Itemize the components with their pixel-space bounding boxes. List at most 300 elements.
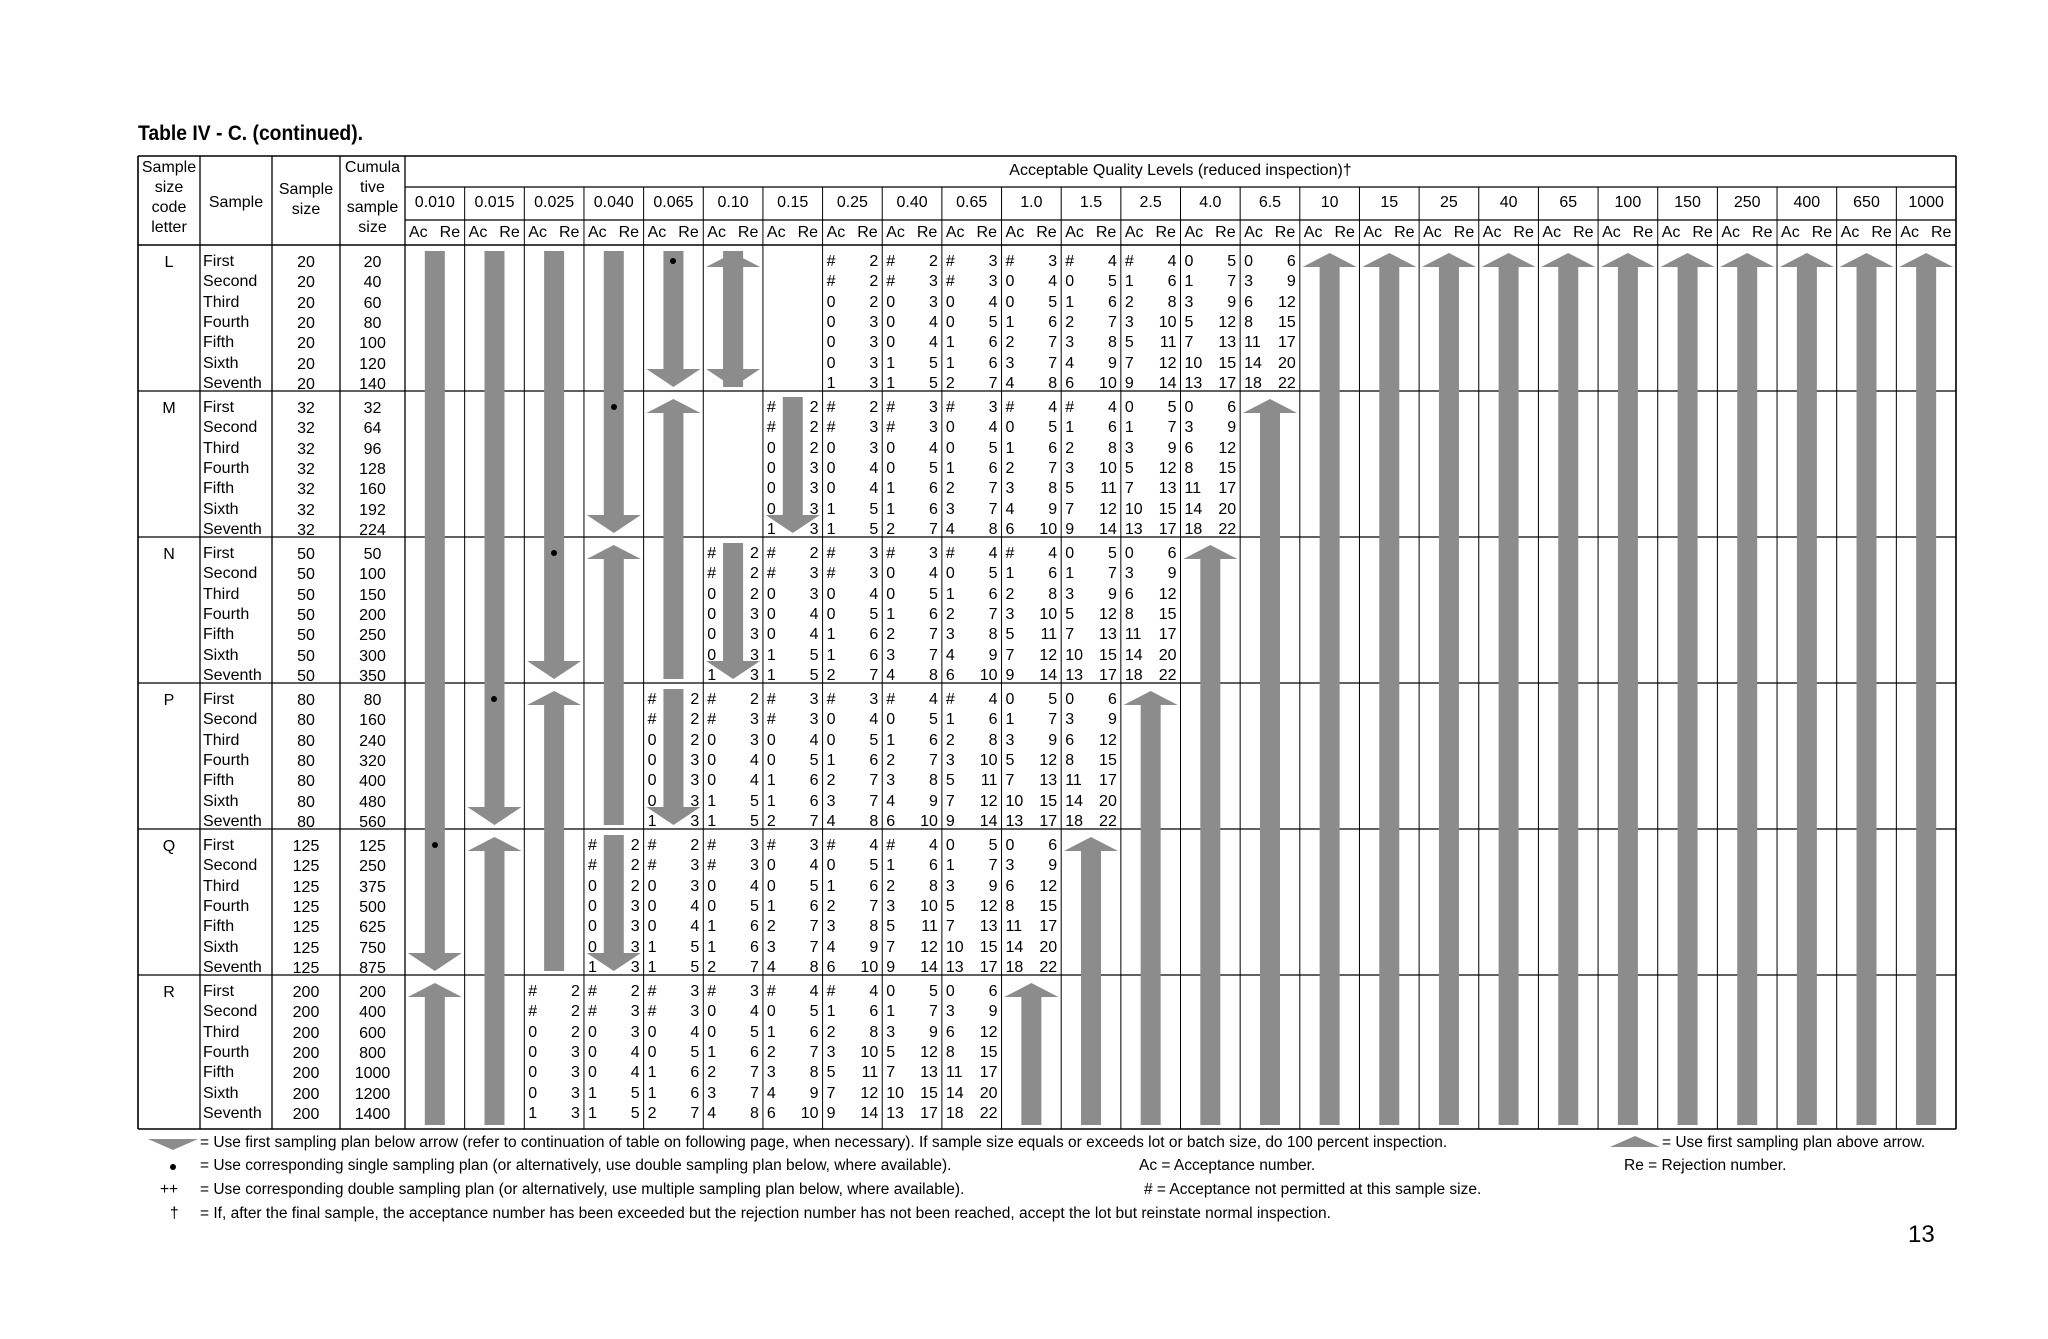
acceptance-number: 2 <box>1065 313 1075 331</box>
acceptance-number: 1 <box>707 918 717 936</box>
rejection-number: 3 <box>571 1043 580 1061</box>
rejection-number: 2 <box>928 253 938 270</box>
acceptance-number: # <box>1005 545 1015 562</box>
acceptance-number: 10 <box>1184 354 1203 372</box>
rejection-number: 4 <box>869 585 879 603</box>
rejection-number: 11 <box>1040 626 1058 644</box>
arrow-up-icon <box>1064 837 1118 1125</box>
rejection-number: 4 <box>750 1003 759 1021</box>
rejection-number: 6 <box>869 646 879 664</box>
rejection-number: 5 <box>928 459 938 477</box>
rejection-number: 7 <box>988 857 998 875</box>
sample-size: 50 <box>297 647 315 665</box>
header-re: Re <box>797 224 819 241</box>
rejection-number: 4 <box>809 731 819 749</box>
rejection-number: 3 <box>809 480 819 498</box>
rejection-number: 3 <box>750 646 759 664</box>
acceptance-number: 0 <box>1005 293 1015 311</box>
acceptance-number: 0 <box>766 731 776 749</box>
header-re: Re <box>499 224 520 241</box>
header-ac: Ac <box>886 224 905 241</box>
acceptance-number: 1 <box>886 374 896 392</box>
rejection-number: 3 <box>690 1003 700 1021</box>
acceptance-number: # <box>766 837 776 854</box>
rejection-number: 4 <box>1107 399 1117 416</box>
rejection-number: 5 <box>988 837 998 854</box>
rejection-number: 3 <box>988 253 998 270</box>
rejection-number: 4 <box>630 1064 640 1082</box>
rejection-number: 7 <box>1227 273 1237 291</box>
sample-name: Third <box>203 877 240 895</box>
rejection-number: 3 <box>809 520 819 538</box>
header-code-letter: size <box>154 179 184 196</box>
rejection-number: 2 <box>869 253 879 270</box>
code-letter: P <box>163 692 175 709</box>
acceptance-number: 5 <box>886 918 896 936</box>
rejection-number: 9 <box>1107 711 1117 729</box>
acceptance-number: # <box>826 837 836 854</box>
acceptance-number: 2 <box>1005 334 1015 352</box>
acceptance-number: 9 <box>886 958 896 976</box>
acceptance-number: # <box>707 565 717 583</box>
acceptance-number: 7 <box>1065 626 1075 644</box>
arrow-up-icon <box>1610 1134 1660 1150</box>
acceptance-number: 10 <box>945 938 964 956</box>
rejection-number: 6 <box>988 459 998 477</box>
acceptance-number: 0 <box>707 626 717 644</box>
rejection-number: 12 <box>1158 354 1177 372</box>
rejection-number: 4 <box>928 334 938 352</box>
acceptance-number: 7 <box>1005 772 1015 790</box>
header-aql-value: 0.65 <box>956 194 988 211</box>
header-ac: Ac <box>1900 224 1920 241</box>
legend-re: Re = Rejection number. <box>1624 1157 1787 1174</box>
cumulative-size: 32 <box>363 400 382 417</box>
sample-name: First <box>203 837 235 854</box>
bullet-dot-icon <box>170 1164 176 1170</box>
cumulative-size: 224 <box>359 521 386 539</box>
acceptance-number: 0 <box>945 565 955 583</box>
sample-name: Fifth <box>203 480 235 498</box>
acceptance-number: 3 <box>1124 313 1134 331</box>
rejection-number: 7 <box>1167 419 1177 437</box>
rejection-number: 2 <box>690 711 700 729</box>
sample-size: 125 <box>292 838 320 855</box>
rejection-number: 9 <box>1167 565 1177 583</box>
arrow-down-icon <box>467 251 521 825</box>
header-aql-value: 0.15 <box>777 194 809 211</box>
rejection-number: 5 <box>750 897 759 915</box>
arrow-up-icon <box>1661 253 1715 1125</box>
rejection-number: 10 <box>979 666 998 684</box>
sample-size: 20 <box>297 274 315 292</box>
acceptance-number: 1 <box>886 500 896 518</box>
acceptance-number: 0 <box>528 1084 538 1102</box>
rejection-number: 3 <box>809 691 819 708</box>
acceptance-number: 0 <box>826 439 836 457</box>
rejection-number: 9 <box>1286 273 1296 291</box>
acceptance-number: # <box>886 691 896 708</box>
rejection-number: 7 <box>869 666 879 684</box>
rejection-number: 7 <box>690 1104 700 1122</box>
acceptance-number: 2 <box>707 958 717 976</box>
rejection-number: 7 <box>988 605 998 623</box>
rejection-number: 15 <box>1039 792 1058 810</box>
rejection-number: 6 <box>928 605 938 623</box>
rejection-number: 4 <box>1048 545 1058 562</box>
rejection-number: 6 <box>809 772 819 790</box>
rejection-number: 8 <box>809 958 819 976</box>
rejection-number: 8 <box>928 772 938 790</box>
acceptance-number: # <box>826 691 836 708</box>
acceptance-number: 6 <box>1124 585 1134 603</box>
header-re: Re <box>1036 224 1057 241</box>
rejection-number: 8 <box>869 1023 879 1041</box>
acceptance-number: 0 <box>707 646 717 664</box>
acceptance-number: 0 <box>766 857 776 875</box>
rejection-number: 20 <box>1099 792 1117 810</box>
acceptance-number: 1 <box>766 1023 776 1041</box>
rejection-number: 3 <box>928 399 938 416</box>
rejection-number: 5 <box>988 439 998 457</box>
rejection-number: 17 <box>1039 812 1058 830</box>
rejection-number: 3 <box>750 666 759 684</box>
rejection-number: 5 <box>809 646 819 664</box>
sample-name: Seventh <box>203 520 262 538</box>
arrow-down-icon <box>646 251 700 387</box>
code-letter: Q <box>162 838 176 855</box>
acceptance-number: 2 <box>886 626 896 644</box>
rejection-number: 14 <box>1039 666 1058 684</box>
rejection-number: 8 <box>1167 293 1177 311</box>
sample-size: 50 <box>297 606 315 624</box>
acceptance-number: 0 <box>587 918 597 936</box>
rejection-number: 4 <box>690 1023 700 1041</box>
sample-size: 32 <box>297 501 315 519</box>
acceptance-number: 1 <box>528 1104 538 1122</box>
rejection-number: 2 <box>869 293 879 311</box>
acceptance-number: # <box>1005 399 1015 416</box>
acceptance-number: 1 <box>707 1043 717 1061</box>
rejection-number: 6 <box>988 711 998 729</box>
rejection-number: 3 <box>630 918 640 936</box>
acceptance-number: 10 <box>886 1084 905 1102</box>
cumulative-size: 240 <box>359 732 386 750</box>
acceptance-number: 5 <box>1124 459 1134 477</box>
acceptance-number: # <box>647 837 657 854</box>
acceptance-number: # <box>1065 399 1075 416</box>
sample-name: Seventh <box>203 666 262 684</box>
rejection-number: 6 <box>1107 691 1117 708</box>
rejection-number: 7 <box>988 500 998 518</box>
rejection-number: 3 <box>630 897 640 915</box>
rejection-number: 7 <box>1048 711 1058 729</box>
rejection-number: 7 <box>988 480 998 498</box>
acceptance-number: 4 <box>945 520 955 538</box>
acceptance-number: # <box>1065 253 1075 270</box>
acceptance-number: # <box>826 565 836 583</box>
cumulative-size: 40 <box>363 274 382 292</box>
cumulative-size: 800 <box>359 1044 386 1062</box>
rejection-number: 6 <box>869 877 879 895</box>
acceptance-number: # <box>766 711 776 729</box>
rejection-number: 6 <box>1167 273 1177 291</box>
acceptance-number: 13 <box>1005 812 1024 830</box>
rejection-number: 15 <box>1278 313 1296 331</box>
header-aql-value: 0.010 <box>414 194 455 211</box>
acceptance-number: 0 <box>826 293 836 311</box>
rejection-number: 3 <box>928 419 938 437</box>
rejection-number: 15 <box>920 1084 938 1102</box>
acceptance-number: 0 <box>766 1003 776 1021</box>
arrow-up-icon <box>1422 253 1476 1125</box>
sample-name: Fifth <box>203 772 235 790</box>
rejection-number: 7 <box>809 938 819 956</box>
sample-size: 20 <box>297 254 315 271</box>
acceptance-number: # <box>647 691 657 708</box>
acceptance-number: 3 <box>1005 731 1015 749</box>
acceptance-number: 13 <box>1184 374 1203 392</box>
acceptance-number: 0 <box>587 1043 597 1061</box>
rejection-number: 7 <box>928 520 938 538</box>
code-letter: M <box>162 400 176 417</box>
header-ac: Ac <box>647 224 667 241</box>
sample-size: 125 <box>292 939 320 957</box>
acceptance-number: 1 <box>1065 293 1075 311</box>
acceptance-number: # <box>1124 253 1134 270</box>
header-ac: Ac <box>528 224 547 241</box>
sample-size: 20 <box>297 335 315 353</box>
legend-hash: # = Acceptance not permitted at this sample size. <box>1144 1181 1482 1198</box>
acceptance-number: 3 <box>1184 293 1194 311</box>
acceptance-number: 3 <box>886 1023 896 1041</box>
rejection-number: 2 <box>750 545 759 562</box>
sample-name: Fifth <box>203 918 235 936</box>
rejection-number: 10 <box>860 1043 879 1061</box>
rejection-number: 5 <box>869 605 879 623</box>
cumulative-size: 200 <box>359 606 386 624</box>
acceptance-number: 8 <box>1244 313 1254 331</box>
rejection-number: 4 <box>928 837 938 854</box>
acceptance-number: # <box>587 837 597 854</box>
rejection-number: 3 <box>750 857 759 875</box>
arrow-up-icon <box>1720 253 1774 1125</box>
rejection-number: 7 <box>988 374 998 392</box>
cumulative-size: 350 <box>359 667 386 685</box>
acceptance-number: 5 <box>1124 334 1134 352</box>
header-code-letter: letter <box>151 219 187 236</box>
rejection-number: 5 <box>1048 293 1058 311</box>
header-aql-value: 0.025 <box>534 194 575 211</box>
rejection-number: 7 <box>928 1003 938 1021</box>
rejection-number: 20 <box>1218 500 1237 518</box>
cumulative-size: 250 <box>359 627 386 645</box>
acceptance-number: 0 <box>886 585 896 603</box>
rejection-number: 13 <box>979 918 998 936</box>
acceptance-number: 0 <box>826 857 836 875</box>
cumulative-size: 125 <box>359 838 386 855</box>
acceptance-number: 0 <box>707 1023 717 1041</box>
acceptance-number: 10 <box>1124 500 1143 518</box>
acceptance-number: 0 <box>1005 691 1015 708</box>
rejection-number: 15 <box>1218 459 1237 477</box>
rejection-number: 8 <box>1048 374 1058 392</box>
acceptance-number: 11 <box>1065 772 1082 790</box>
rejection-number: 8 <box>988 731 998 749</box>
sample-size: 80 <box>297 732 315 750</box>
sample-name: Third <box>203 293 240 311</box>
acceptance-number: 6 <box>945 1023 955 1041</box>
rejection-number: 6 <box>809 1023 819 1041</box>
acceptance-number: 0 <box>647 918 657 936</box>
rejection-number: 8 <box>809 1064 819 1082</box>
rejection-number: 22 <box>1039 958 1058 976</box>
acceptance-number: 0 <box>1184 253 1194 270</box>
header-aql-value: 1.0 <box>1020 194 1043 211</box>
rejection-number: 2 <box>869 273 879 291</box>
acceptance-number: # <box>587 857 597 875</box>
header-ac: Ac <box>707 224 726 241</box>
rejection-number: 3 <box>690 772 700 790</box>
sample-name: Seventh <box>203 374 262 392</box>
rejection-number: 3 <box>690 751 700 769</box>
rejection-number: 6 <box>750 1043 759 1061</box>
rejection-number: 5 <box>1048 691 1058 708</box>
acceptance-number: 14 <box>1184 500 1203 518</box>
acceptance-number: 0 <box>766 480 776 498</box>
sample-name: Second <box>203 1003 258 1021</box>
rejection-number: 8 <box>1048 480 1058 498</box>
arrow-up-icon <box>646 399 700 679</box>
acceptance-number: 1 <box>766 666 776 684</box>
header-re: Re <box>916 224 938 241</box>
acceptance-number: 1 <box>587 1104 597 1122</box>
rejection-number: 5 <box>988 565 998 583</box>
acceptance-number: 1 <box>826 877 836 895</box>
acceptance-number: 2 <box>1005 585 1015 603</box>
rejection-number: 5 <box>869 857 879 875</box>
acceptance-number: # <box>587 1003 597 1021</box>
rejection-number: 3 <box>750 711 759 729</box>
rejection-number: 9 <box>1107 585 1117 603</box>
cumulative-size: 375 <box>359 878 386 896</box>
rejection-number: 3 <box>750 626 759 644</box>
rejection-number: 17 <box>979 1064 998 1082</box>
rejection-number: 9 <box>1048 857 1058 875</box>
acceptance-number: 5 <box>1184 313 1194 331</box>
code-letter: N <box>163 546 175 563</box>
rejection-number: 5 <box>1107 545 1117 562</box>
rejection-number: 4 <box>690 918 700 936</box>
rejection-number: 22 <box>979 1104 998 1122</box>
acceptance-number: # <box>826 399 836 416</box>
rejection-number: 3 <box>571 1084 580 1102</box>
acceptance-number: 7 <box>1124 354 1134 372</box>
arrow-up-icon <box>1303 253 1357 1125</box>
sample-name: Second <box>203 565 258 583</box>
acceptance-number: 5 <box>945 897 955 915</box>
acceptance-number: 0 <box>1065 273 1075 291</box>
arrow-down-icon <box>148 1136 198 1152</box>
header-re: Re <box>1394 224 1415 241</box>
sample-name: Seventh <box>203 812 262 830</box>
legend-dagger: = If, after the final sample, the acceptance number has been exceeded but the rejection number has not been reached, accept the lot but reinstate normal inspection. <box>200 1205 1331 1222</box>
rejection-number: 10 <box>800 1104 819 1122</box>
acceptance-number: 1 <box>826 646 836 664</box>
acceptance-number: 1 <box>826 374 836 392</box>
rejection-number: 17 <box>1278 334 1296 352</box>
rejection-number: 4 <box>809 857 819 875</box>
sample-size: 32 <box>297 420 315 438</box>
acceptance-number: 3 <box>766 938 776 956</box>
acceptance-number: 5 <box>1005 626 1015 644</box>
acceptance-number: # <box>707 545 717 562</box>
header-ac: Ac <box>1363 224 1383 241</box>
acceptance-number: 6 <box>945 666 955 684</box>
acceptance-number: 1 <box>647 958 657 976</box>
header-aql-value: 4.0 <box>1199 194 1222 211</box>
acceptance-number: 1 <box>1065 419 1075 437</box>
rejection-number: 5 <box>869 500 879 518</box>
acceptance-number: 14 <box>945 1084 964 1102</box>
rejection-number: 6 <box>750 918 759 936</box>
acceptance-number: # <box>826 419 836 437</box>
rejection-number: 3 <box>928 273 938 291</box>
acceptance-number: # <box>647 711 657 729</box>
header-sample-size: size <box>291 201 321 218</box>
acceptance-number: 0 <box>766 877 776 895</box>
rejection-number: 3 <box>809 711 819 729</box>
arrow-up-icon <box>1482 253 1536 1125</box>
acceptance-number: 0 <box>826 480 836 498</box>
rejection-number: 3 <box>869 439 879 457</box>
cumulative-size: 120 <box>359 355 386 373</box>
acceptance-number: # <box>826 253 836 270</box>
acceptance-number: 5 <box>1065 480 1075 498</box>
rejection-number: 15 <box>1158 500 1177 518</box>
acceptance-number: 1 <box>826 751 836 769</box>
rejection-number: 9 <box>1107 354 1117 372</box>
rejection-number: 12 <box>920 1043 938 1061</box>
sample-size: 200 <box>292 1024 320 1042</box>
rejection-number: 15 <box>979 938 998 956</box>
acceptance-number: 2 <box>945 605 955 623</box>
header-ac: Ac <box>1661 224 1681 241</box>
cumulative-size: 625 <box>359 919 386 937</box>
sample-name: Seventh <box>203 958 262 976</box>
rejection-number: 3 <box>869 313 879 331</box>
acceptance-number: 0 <box>945 293 955 311</box>
acceptance-number: 7 <box>886 938 896 956</box>
acceptance-number: 0 <box>826 354 836 372</box>
acceptance-number: 0 <box>587 897 597 915</box>
acceptance-number: 3 <box>945 1003 955 1021</box>
acceptance-number: 0 <box>528 1064 538 1082</box>
rejection-number: 6 <box>690 1084 700 1102</box>
rejection-number: 5 <box>690 1043 700 1061</box>
rejection-number: 4 <box>809 605 819 623</box>
acceptance-number: 2 <box>766 1043 776 1061</box>
rejection-number: 3 <box>988 399 998 416</box>
acceptance-number: 13 <box>1065 666 1083 684</box>
sample-name: Sixth <box>203 500 239 518</box>
rejection-number: 20 <box>1278 354 1296 372</box>
rejection-number: 7 <box>809 812 819 830</box>
header-aql-value: 0.015 <box>474 194 515 211</box>
rejection-number: 3 <box>809 459 819 477</box>
acceptance-number: 0 <box>707 897 717 915</box>
rejection-number: 5 <box>988 313 998 331</box>
